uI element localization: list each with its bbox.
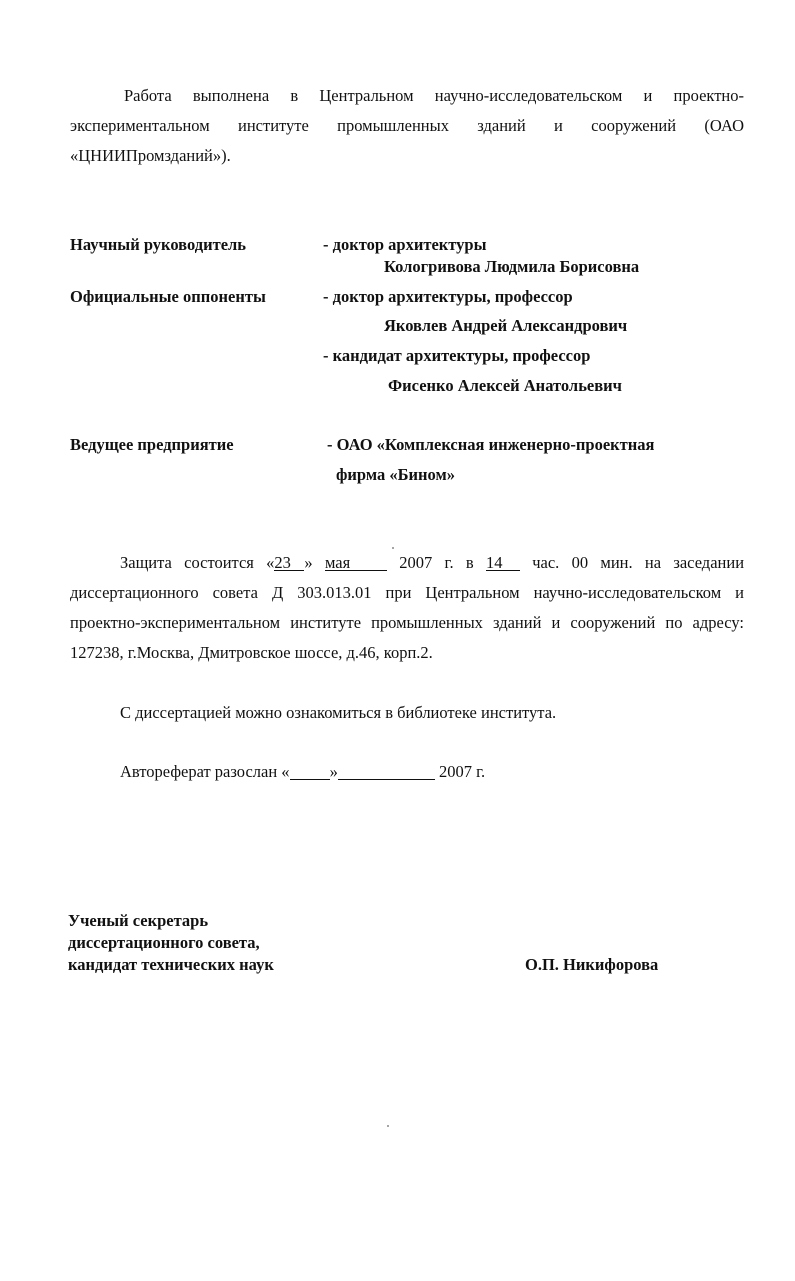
scan-speck — [387, 1125, 389, 1127]
opponent-1-name: Яковлев Андрей Александрович — [384, 316, 628, 335]
intro-line-3: «ЦНИИПромзданий»). — [70, 146, 231, 165]
defense-line-3: проектно-экспериментальном институте промышленных зданий и сооружений по адресу: — [70, 613, 744, 632]
mailing-line — [120, 762, 485, 782]
lead-org-line-1: - ОАО «Комплексная инженерно-проектная — [327, 435, 655, 454]
intro-line-2: экспериментальном институте промышленных зданий и сооружений (ОАО — [70, 116, 744, 135]
mailing-day-blank — [290, 764, 330, 780]
defense-month: мая — [325, 555, 387, 571]
library-note: С диссертацией можно ознакомиться в библиотеке института. — [120, 703, 557, 722]
supervisor-label: Научный руководитель — [70, 235, 246, 254]
mailing-month-blank — [338, 764, 435, 780]
secretary-name: О.П. Никифорова — [525, 955, 659, 974]
scan-speck — [392, 547, 394, 549]
defense-day: 23 — [274, 555, 304, 571]
defense-year: 2007 — [399, 553, 433, 572]
opponent-2-degree: - кандидат архитектуры, профессор — [323, 346, 591, 365]
supervisor-name: Кологривова Людмила Борисовна — [384, 257, 640, 276]
defense-minutes: 00 — [571, 553, 589, 572]
defense-line-4: 127238, г.Москва, Дмитровское шоссе, д.46, корп.2. — [70, 643, 433, 662]
intro-line-1: Работа выполнена в Центральном научно-исследовательском и проектно- — [124, 86, 744, 105]
defense-line-1: Защита состоится «23 » мая 2007 г. в 14 час. 00 мин. на заседании — [120, 553, 745, 572]
secretary-line-2: диссертационного совета, — [68, 933, 260, 952]
opponent-2-name: Фисенко Алексей Анатольевич — [388, 376, 622, 395]
mailing-prefix: Автореферат разослан « — [120, 762, 290, 781]
secretary-line-3: кандидат технических наук — [68, 955, 274, 974]
mailing-suffix: 2007 г. — [438, 762, 486, 781]
secretary-line-1: Ученый секретарь — [68, 911, 209, 930]
defense-line-2: диссертационного совета Д 303.013.01 при Центральном научно-исследовательском и — [70, 583, 744, 602]
lead-org-line-2: фирма «Бином» — [336, 465, 455, 484]
opponents-label: Официальные оппоненты — [70, 287, 266, 306]
mailing-mid: » — [329, 762, 338, 781]
supervisor-degree: - доктор архитектуры — [323, 235, 487, 254]
opponent-1-degree: - доктор архитектуры, профессор — [323, 287, 573, 306]
defense-hour: 14 — [486, 555, 520, 571]
lead-org-label: Ведущее предприятие — [70, 435, 234, 454]
